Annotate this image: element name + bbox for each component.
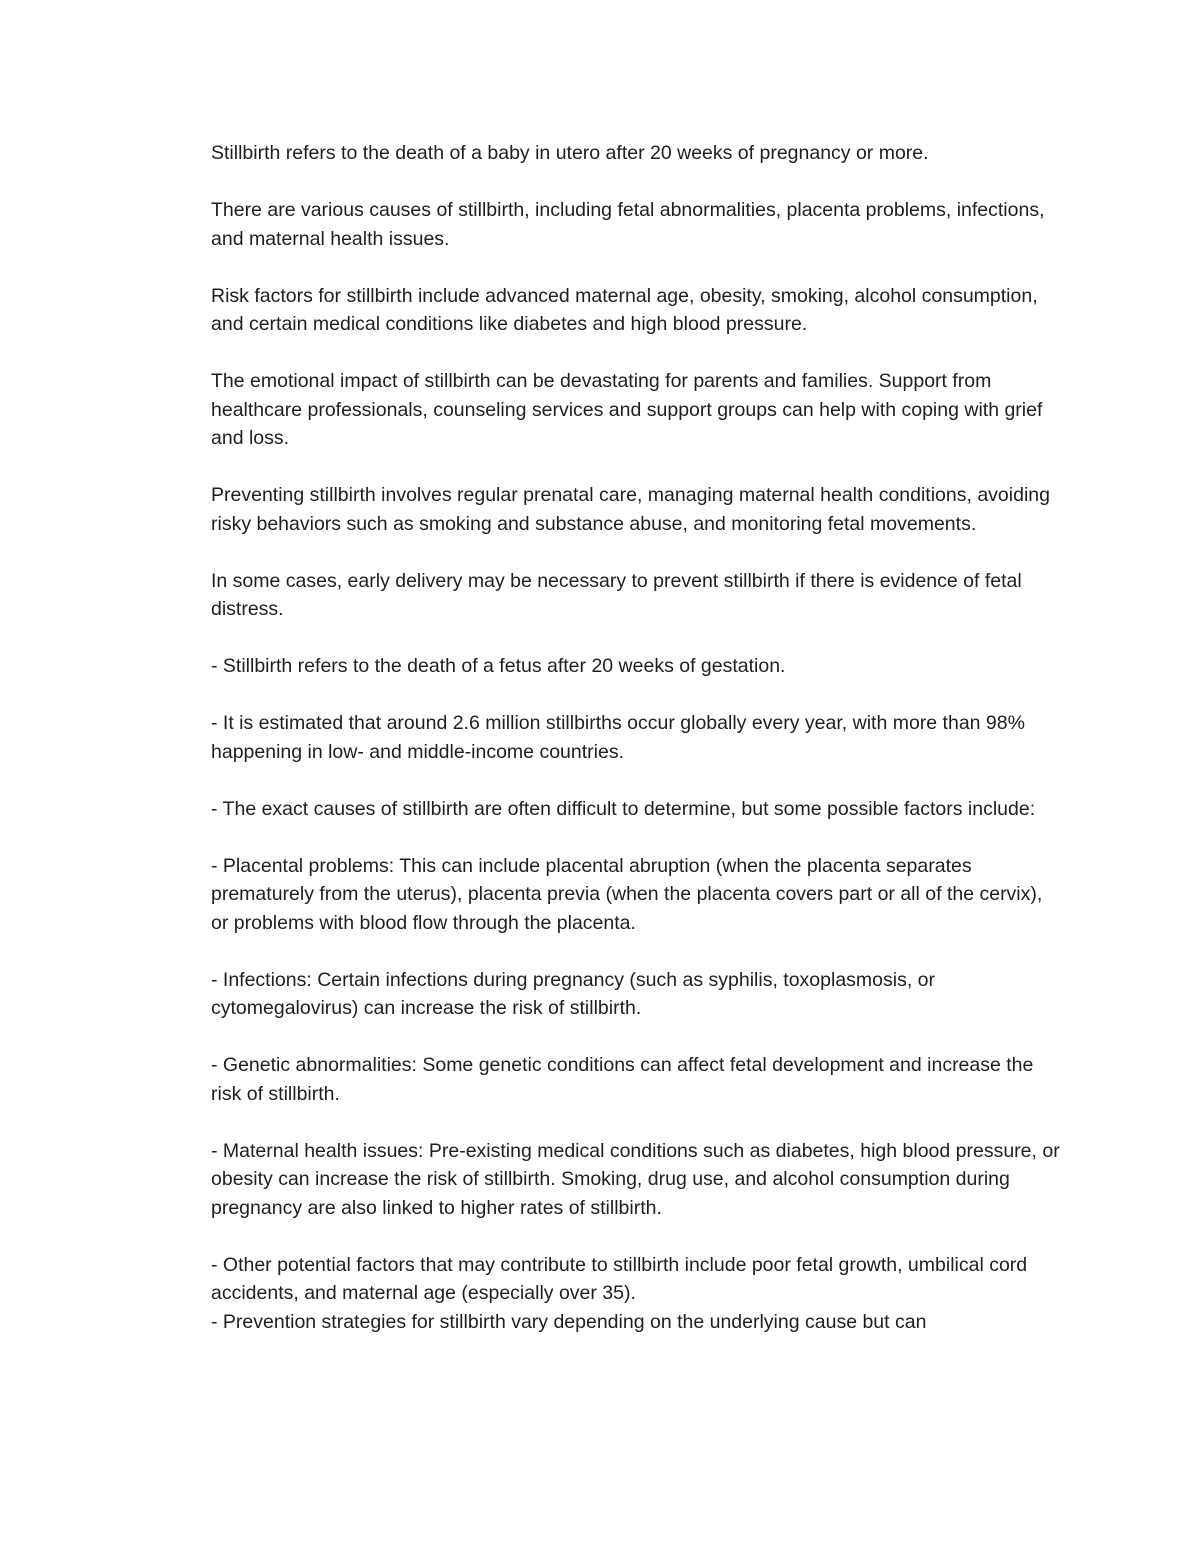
paragraph-prevention: Preventing stillbirth involves regular prenatal care, managing maternal health conditions, avoiding risky behaviors such as smoking and substance abuse, and monitoring fetal movements. (211, 484, 1050, 535)
list-item-prevention-strategies: - Prevention strategies for stillbirth vary depending on the underlying cause but can (211, 1310, 927, 1333)
list-item-statistics: - It is estimated that around 2.6 million stillbirths occur globally every year, with more than 98% happening in low- and middle-income countries. (211, 712, 1025, 763)
list-item-maternal-health: - Maternal health issues: Pre-existing medical conditions such as diabetes, high blood pressure, or obesity can increase the risk of stillbirth. Smoking, drug use, and alcohol consumption during pregnancy are also linked to higher rates of stillbirth. (211, 1139, 1060, 1219)
document-body (211, 139, 1061, 1336)
list-item-causes-intro: - The exact causes of stillbirth are often difficult to determine, but some possible factors include: (211, 797, 1036, 820)
list-item-infections: - Infections: Certain infections during pregnancy (such as syphilis, toxoplasmosis, or cytomegalovirus) can increase the risk of stillbirth. (211, 968, 936, 1019)
paragraph-risk-factors: Risk factors for stillbirth include advanced maternal age, obesity, smoking, alcohol consumption, and certain medical conditions like diabetes and high blood pressure. (211, 284, 1038, 335)
paragraph-early-delivery: In some cases, early delivery may be necessary to prevent stillbirth if there is evidence of fetal distress. (211, 569, 1022, 620)
paragraph-emotional-impact: The emotional impact of stillbirth can be devastating for parents and families. Support from healthcare professionals, counseling services and support groups can help with coping with grief and loss. (211, 370, 1043, 449)
list-item-placental-problems: - Placental problems: This can include placental abruption (when the placenta separates prematurely from the uterus), placenta previa (when the placenta covers part or all of the cervix), or problems with blood flow through the placenta. (211, 854, 1043, 934)
paragraph-causes: There are various causes of stillbirth, including fetal abnormalities, placenta problems, infections, and maternal health issues. (211, 199, 1045, 250)
list-item-other-factors: - Other potential factors that may contribute to stillbirth include poor fetal growth, umbilical cord accidents, and maternal age (especially over 35). (211, 1253, 1028, 1304)
list-item-definition: - Stillbirth refers to the death of a fetus after 20 weeks of gestation. (211, 655, 786, 677)
paragraph-definition: Stillbirth refers to the death of a baby in utero after 20 weeks of pregnancy or more. (211, 142, 929, 164)
list-item-genetic-abnormalities: - Genetic abnormalities: Some genetic conditions can affect fetal development and increase the risk of stillbirth. (211, 1054, 1034, 1105)
